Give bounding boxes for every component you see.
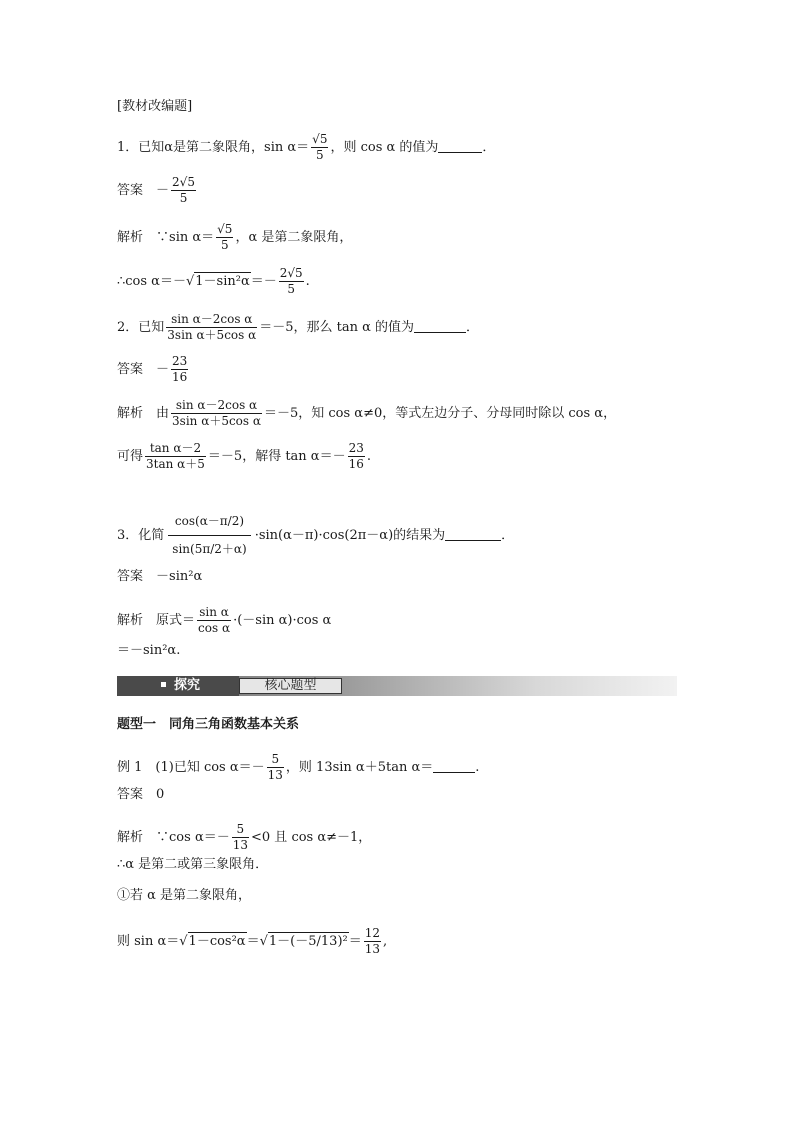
analysis-3-line1: 解析 原式＝ $\frac{\text{sin α}}{\text{cos α}}$ ·(－sin α)·cos α — [117, 605, 332, 635]
answer-blank — [438, 152, 482, 153]
question-3: 3．化简 $\frac{\cos(\alpha-\pi/2)}{\sin(5\pi/2+\alpha)}$ ·sin(α－π)·cos(2π－α)的结果为 ． — [117, 508, 514, 563]
analysis-ex1-line4: 则 sin α＝√1－cos²α＝√1－(－5/13)²＝ $\frac{12}{13}$ , — [117, 926, 388, 956]
analysis-2-line1: 解析 由 $\frac{\text{sin α－2cos α}}{\text{3sin α＋5cos α}}$ ＝－5，知 cos α≠0，等式左边分子、分母同时除以 cos α， — [117, 398, 617, 428]
answer-blank — [445, 540, 501, 541]
type-1-title: 题型一 同角三角函数基本关系 — [117, 717, 300, 732]
example-1: 例 1 (1)已知 cos α＝－ $\frac{5}{13}$ ，则 13sin α＋5tan α＝ . — [117, 752, 480, 782]
analysis-1-line2: ∴cos α＝－√1－sin²α＝－ $\frac{2√5}{5}$ . — [117, 266, 310, 296]
analysis-3-line2: ＝－sin²α. — [117, 643, 181, 658]
answer-blank — [414, 332, 466, 333]
answer-blank — [433, 772, 475, 773]
answer-ex1: 答案 0 — [117, 787, 165, 802]
answer-1: 答案 － $\frac{2√5}{5}$ — [117, 175, 195, 205]
fraction: $\frac{√5}{5}$ — [312, 132, 328, 162]
square-bullet-icon — [161, 682, 166, 687]
answer-2: 答案 － $\frac{23}{16}$ — [117, 354, 188, 384]
section-header-bar — [117, 676, 677, 696]
answer-3: 答案 －sin²α — [117, 569, 203, 584]
analysis-1-line1: 解析 ∵sin α＝ $\frac{√5}{5}$ ，α 是第二象限角， — [117, 222, 353, 252]
section-label-explore: 探究 — [117, 676, 239, 696]
section-label-core: 核心题型 — [239, 678, 342, 694]
section-tag: [教材改编题] — [117, 99, 193, 114]
analysis-ex1-line3: ①若 α 是第二象限角， — [117, 888, 252, 903]
analysis-ex1-line2: ∴α 是第二或第三象限角． — [117, 857, 269, 872]
question-1: 1．已知α是第二象限角，sin α＝ $\frac{√5}{5}$ ，则 cos α 的值为 ． — [117, 132, 496, 162]
analysis-ex1-line1: 解析 ∵cos α＝－ $\frac{5}{13}$ <0 且 cos α≠－1， — [117, 822, 372, 852]
question-2: 2．已知 $\frac{\text{sin α－2cos α}}{\text{3sin α＋5cos α}}$ ＝－5，那么 tan α 的值为 ． — [117, 312, 480, 342]
analysis-2-line2: 可得 $\frac{\text{tan α－2}}{\text{3tan α＋5}}$ ＝－5，解得 tan α＝－ $\frac{23}{16}$ . — [117, 441, 372, 471]
